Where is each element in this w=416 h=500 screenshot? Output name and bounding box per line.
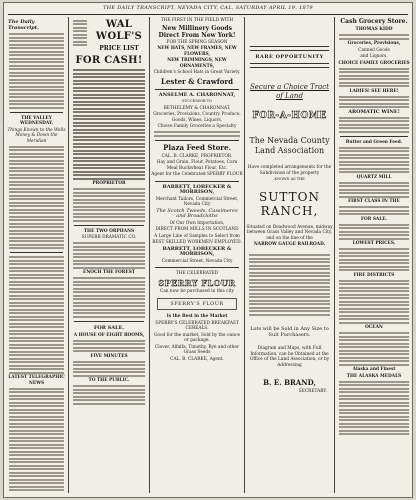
- ocean-label: OCEAN: [365, 325, 383, 330]
- rare-opportunity: RARE OPPORTUNITY: [255, 54, 324, 60]
- family-groceries: Choice Family Groceries a Specialty: [157, 124, 237, 129]
- narrow-gauge: NARROW GAUGE RAILROAD.: [253, 242, 326, 247]
- masthead: THE DAILY TRANSCRIPT, NEVADA CITY, CAL. SATURDAY APRIL 19, 1879: [103, 5, 313, 11]
- column-rule: [149, 17, 150, 493]
- prior-firm: BETHELEMY & CHARONNAT,: [163, 105, 231, 111]
- subdivision-text: Have completed arrangements for the Subdivision of the property: [247, 165, 332, 176]
- to-the-public-ad: TO THE PUBLIC.: [88, 378, 130, 383]
- newspaper-page: [3, 2, 413, 498]
- sperry-purchase: Can now be purchased in this city: [159, 288, 235, 294]
- column-2: [70, 17, 148, 493]
- column-1: [6, 17, 67, 493]
- childrens-hats: Children's School Hats in Great Variety.: [153, 70, 241, 75]
- ladies-see-here: LADIES! SEE HERE!: [349, 88, 399, 94]
- sperry-stamp: SPERRY'S FLOUR: [157, 298, 237, 310]
- thomas-kidd: THOMAS KIDD: [355, 27, 393, 32]
- own-importation: Of Our Own Importation,: [169, 220, 225, 226]
- butter-feed: Butter and Green Feed.: [345, 139, 403, 145]
- new-trimmings: NEW TRIMMINGS, NEW ORNAMENTS,: [167, 58, 227, 69]
- two-orphans-ad: THE TWO ORPHANS: [83, 228, 135, 234]
- column-3: [151, 17, 243, 493]
- house-ad: A HOUSE OF EIGHT ROOMS,: [73, 332, 145, 338]
- section-lead: Things Known to the Wells Money & Down the Meridian: [7, 127, 66, 144]
- groceries-line: Groceries, Provisions, Country Produce, Goods, Wines, Liquors,: [153, 112, 241, 123]
- sperry-agent: Agent for the Celebrated SPERRY FLOUR: [151, 172, 243, 177]
- land-association: Land Association: [254, 146, 325, 155]
- column-rule: [244, 17, 245, 493]
- price-list: PRICE LIST: [99, 45, 139, 52]
- known-as: KNOWN AS THE: [274, 177, 305, 181]
- fire-districts: FIRE DISTRICTS: [353, 272, 395, 278]
- scotch-tweeds: The Scotch Tweeds, Cassimeres and Broadcloths: [156, 207, 238, 219]
- situated-text: Situated on Deadwood Avenue, midway between Grass Valley and Nevada City, and on the line of the: [246, 224, 333, 241]
- brand-name: B. E. BRAND,: [263, 378, 316, 387]
- secretary-title: SECRETARY.: [298, 389, 327, 394]
- lowest-prices: LOWEST PRICES.: [352, 241, 396, 246]
- lester-crawford: Lester & Crawford: [161, 76, 233, 86]
- aromatic-wine: AROMATIC WINE!: [348, 108, 400, 115]
- anselme-name: ANSELME A. CHARONNAT,: [158, 91, 236, 98]
- workmen-line: BEST SKILLED WORKMEN EMPLOYED.: [152, 240, 242, 245]
- for-sale-ad: FOR SALE.: [93, 324, 125, 331]
- barrett-tagline: Merchant Tailors, Commercial Street, Nevada City: [155, 196, 239, 207]
- column-5: [336, 17, 412, 493]
- first-in-field: THE FIRST IN THE FIELD WITH: [160, 18, 234, 23]
- canned-goods: Canned Goods: [358, 47, 390, 53]
- paper-title: The Daily Transcript.: [8, 19, 39, 31]
- spring-season: FOR THE SPRING SEASON: [166, 39, 228, 45]
- five-minutes-ad: FIVE MINUTES: [90, 353, 128, 359]
- millinery-headline: New Millinery Goods Direct From New York!: [158, 24, 236, 39]
- masthead-rule: [8, 14, 408, 15]
- new-hats: NEW HATS, NEW FRAMES, NEW FLOWERS,: [157, 46, 237, 57]
- for-a-home: FOR-A-HOME: [252, 111, 327, 121]
- sold-by-package: Good for the market, Sold by the ounce or package.: [153, 332, 241, 343]
- secure-tract: Secure a Choice Tract of Land: [249, 83, 329, 100]
- dramatic-co-ad: SUPERB DRAMATIC CO.: [81, 235, 137, 240]
- quartz-mill: QUARTZ MILL: [356, 174, 392, 180]
- alaska-medals: THE ALASKA MEDALS: [346, 373, 402, 379]
- plaza-feed-store: Plaza Feed Store.: [163, 142, 231, 152]
- lots-any-size: Lots will be Sold in Any Size to Suit Purchasers.: [250, 326, 329, 338]
- plaza-owner: CAL. B. CLARKE, PROPRIETOR.: [161, 153, 233, 159]
- section-heading: THE VALLEY WEDNESDAY.: [20, 115, 53, 126]
- diagram-maps: Diagram and Maps, with Full Information, can be Obtained at the Office of the Land Association, or by Addressing: [249, 346, 330, 368]
- enoch-ad: ENOCH THE FOREST: [83, 270, 135, 275]
- for-cash: FOR CASH!: [75, 55, 143, 66]
- direct-from-mills: DIRECT FROM MILLS IN SCOTLAND: [155, 227, 239, 232]
- column-4: [246, 17, 333, 493]
- cash-grocery-store: Cash Grocery Store.: [340, 18, 408, 25]
- column-rule: [334, 17, 335, 493]
- sutton-ranch: SUTTON RANCH,: [259, 189, 320, 218]
- proprietor-tag: PROPRIETOR: [92, 181, 126, 186]
- col5-for-sale: FOR SALE.: [360, 216, 388, 222]
- choice-family: CHOICE FAMILY GROCERIES: [338, 60, 410, 66]
- nevada-county: The Nevada County: [249, 136, 330, 145]
- sperry-flour-heading: SPERRY FLOUR: [158, 277, 236, 288]
- groceries-provisions: Groceries, Provisions,: [347, 41, 401, 46]
- wolf-store-name: WAL WOLF'S: [95, 19, 143, 42]
- first-class: FIRST CLASS IN THE: [348, 199, 400, 204]
- and-liquors: and Liquors.: [360, 54, 388, 59]
- hay-and-grain: Hay and Grain, Flour, Potatoes, Corn Meal Buckwheat Flour, Etc.: [156, 160, 238, 171]
- breakfast-cereals: SPERRY'S CELEBRATED BREAKFAST CEREALS.: [155, 320, 239, 331]
- alaska-line: Alaska and Finest: [352, 367, 396, 372]
- celebrated-label: THE CELEBRATED: [175, 271, 219, 276]
- barrett-address: Commercial Street, Nevada City: [161, 258, 233, 264]
- telegraph-heading: LATEST TELEGRAPHIC NEWS: [8, 375, 65, 386]
- samples-line: A Large Line of Samples to Select from: [154, 233, 240, 239]
- column-rule: [68, 17, 69, 493]
- barrett-firm-repeat: BARRETT, LOBECKER & MORRISON,: [162, 245, 232, 257]
- clarke-agent: CAL. B. CLARKE, Agent.: [170, 356, 224, 362]
- stamp-caption: Is the Best in the Market: [166, 314, 228, 319]
- barrett-firm: BARRETT, LOBECKER & MORRISON,: [162, 183, 232, 195]
- successor-to: SUCCESSOR TO: [182, 99, 212, 103]
- grass-seeds: Clover, Alfalfa, Timothy, Rye and other Grass Seeds: [154, 344, 240, 355]
